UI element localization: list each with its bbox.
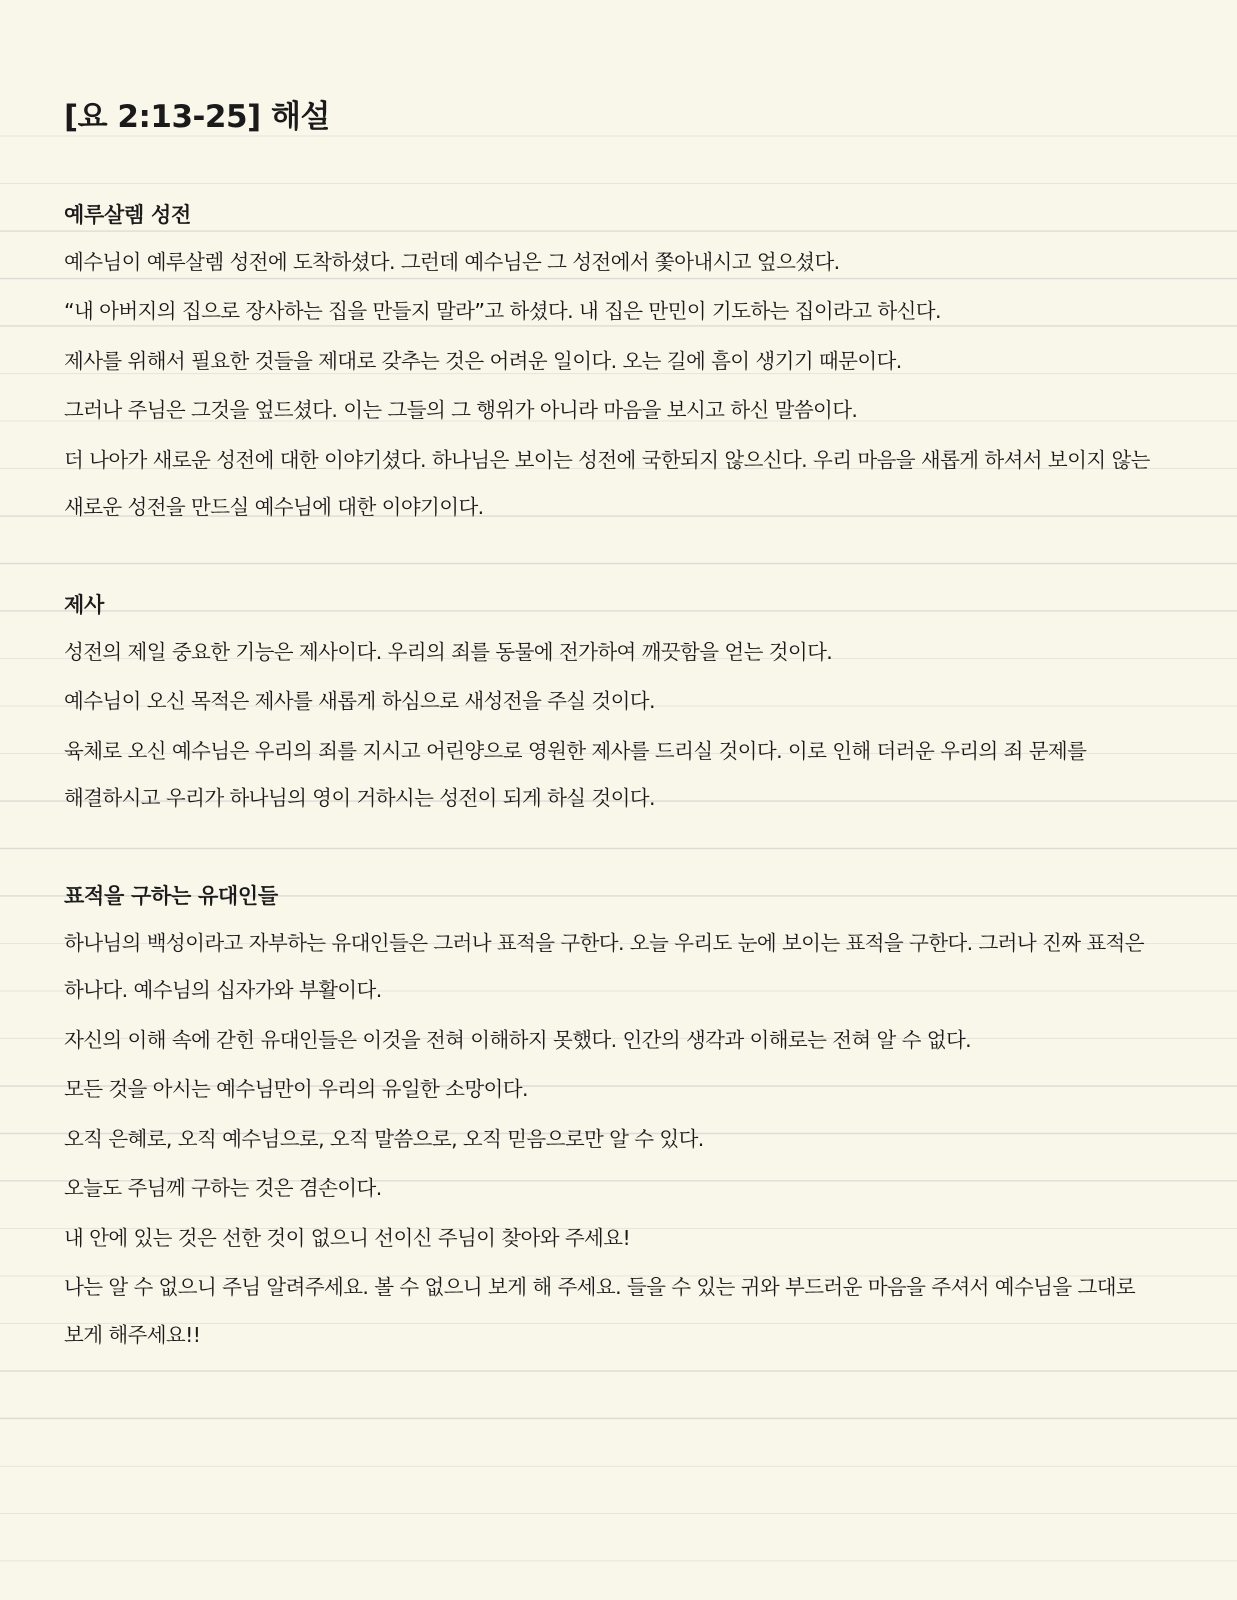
section-heading: 예루살렘 성전 bbox=[64, 203, 191, 227]
spacer bbox=[64, 823, 1174, 871]
page-title: [요 2:13-25] 해설 bbox=[64, 99, 330, 135]
paragraph: 모든 것을 아시는 예수님만이 우리의 유일한 소망이다. bbox=[64, 1077, 528, 1101]
spacer bbox=[64, 532, 1174, 580]
section-heading: 표적을 구하는 유대인들 bbox=[64, 884, 278, 908]
paragraph: 예수님이 오신 목적은 제사를 새롭게 하심으로 새성전을 주실 것이다. bbox=[64, 689, 655, 713]
paragraph: 자신의 이해 속에 갇힌 유대인들은 이것을 전혀 이해하지 못했다. 인간의 생각과 이해로는 전혀 알 수 없다. bbox=[64, 1027, 972, 1052]
page-top-margin bbox=[0, 0, 1237, 89]
spacer bbox=[64, 142, 1174, 190]
paragraph: 육체로 오신 예수님은 우리의 죄를 지시고 어린양으로 영원한 제사를 드리실 것이다. 이로 인해 더러운 우리의 죄 문제를 해결하시고 우리가 하나님의 영이 거하시는 성전이 되게 하실 것이다. bbox=[64, 738, 1087, 810]
section-sacrifice bbox=[64, 579, 1174, 823]
paragraph: 오늘도 주님께 구하는 것은 겸손이다. bbox=[64, 1176, 382, 1200]
paragraph: 나는 알 수 없으니 주님 알려주세요. 볼 수 없으니 보게 해 주세요. 들을 수 있는 귀와 부드러운 마음을 주셔서 예수님을 그대로 보게 해주세요!! bbox=[64, 1275, 1136, 1347]
section-jews-seeking-signs bbox=[64, 870, 1174, 1359]
paragraph: 성전의 제일 중요한 기능은 제사이다. 우리의 죄를 동물에 전가하여 깨끗함을 얻는 것이다. bbox=[64, 639, 833, 664]
paragraph: “내 아버지의 집으로 장사하는 집을 만들지 말라”고 하셨다. 내 집은 만민이 기도하는 집이라고 하신다. bbox=[64, 299, 941, 323]
paragraph: 하나님의 백성이라고 자부하는 유대인들은 그러나 표적을 구한다. 오늘 우리도 눈에 보이는 표적을 구한다. 그러나 진짜 표적은 하나다. 예수님의 십자가와 부활이다. bbox=[64, 930, 1144, 1002]
paragraph: 내 안에 있는 것은 선한 것이 없으니 선이신 주님이 찾아와 주세요! bbox=[64, 1225, 631, 1250]
paragraph: 오직 은혜로, 오직 예수님으로, 오직 말씀으로, 오직 믿음으로만 알 수 있다. bbox=[64, 1126, 704, 1151]
paragraph: 더 나아가 새로운 성전에 대한 이야기셨다. 하나님은 보이는 성전에 국한되지 않으신다. 우리 마음을 새롭게 하셔서 보이지 않는 새로운 성전을 만드실 예수님에 대한 이야기이다. bbox=[64, 447, 1150, 519]
section-jerusalem-temple bbox=[64, 189, 1174, 532]
paragraph: 그러나 주님은 그것을 엎드셨다. 이는 그들의 그 행위가 아니라 마음을 보시고 하신 말씀이다. bbox=[64, 398, 858, 422]
section-heading: 제사 bbox=[64, 593, 104, 617]
paragraph: 제사를 위해서 필요한 것들을 제대로 갖추는 것은 어려운 일이다. 오는 길에 흠이 생기기 때문이다. bbox=[64, 348, 902, 373]
paragraph: 예수님이 예루살렘 성전에 도착하셨다. 그런데 예수님은 그 성전에서 쫓아내시고 엎으셨다. bbox=[64, 249, 840, 274]
document-content bbox=[64, 94, 1174, 1359]
